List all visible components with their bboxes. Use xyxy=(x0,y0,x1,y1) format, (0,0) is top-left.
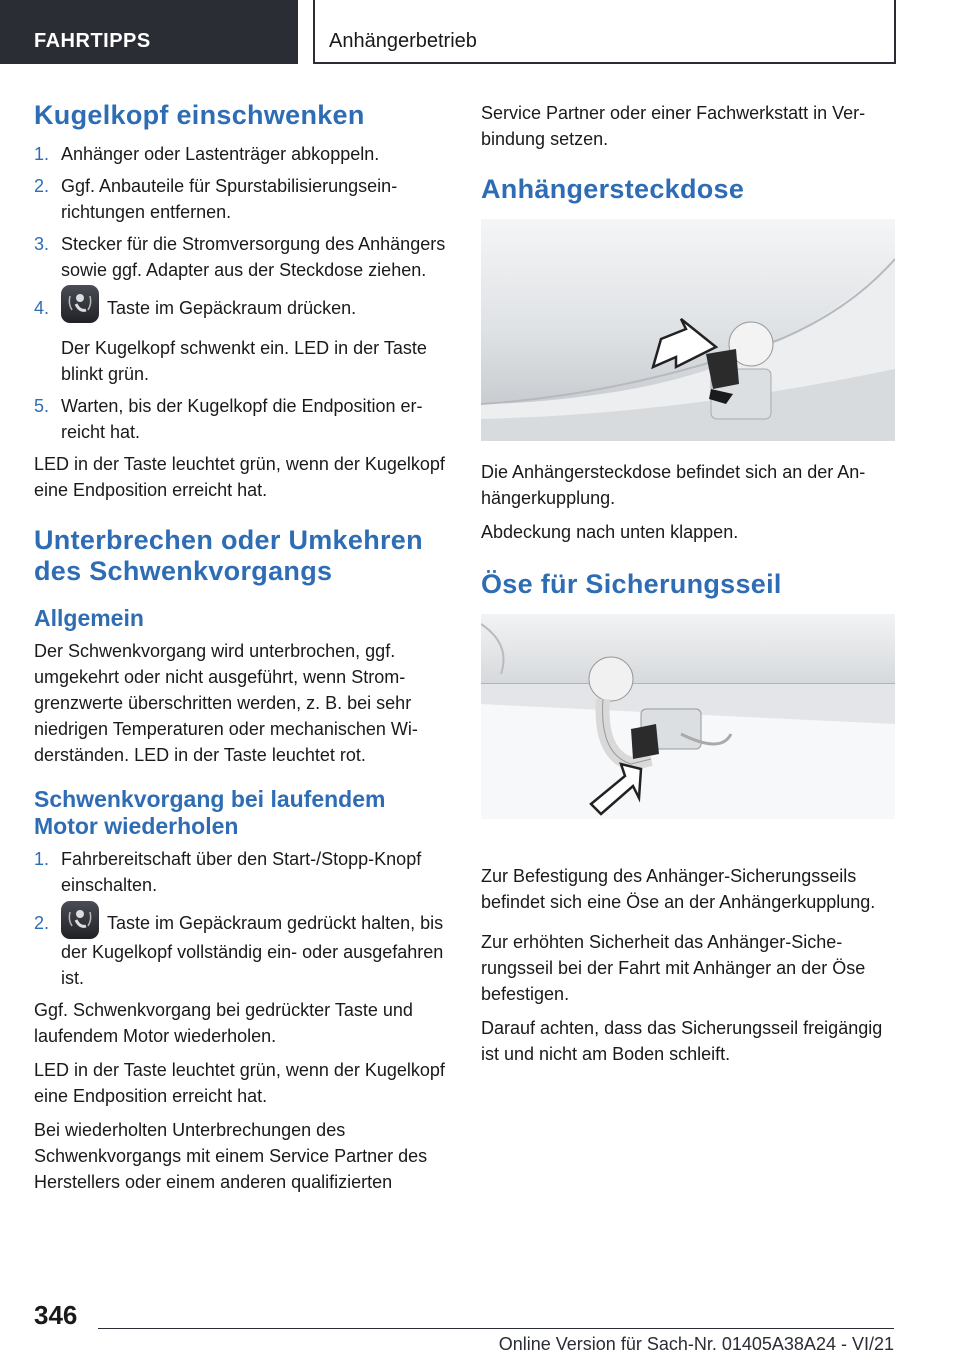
list-item: 2. Ggf. Anbauteile für Spurstabilisierungseinrichtungen entfernen. xyxy=(34,176,398,222)
paragraph: Abdeckung nach unten klappen. xyxy=(481,522,739,542)
list-item: 3. Stecker für die Stromversorgung des Anhängers sowie ggf. Adapter aus der Steckdose ziehen. xyxy=(34,234,446,280)
steps-swing-in xyxy=(34,141,448,445)
paragraph: Der Schwenkvorgang wird unterbrochen, ggf. umgekehrt oder nicht ausgeführt, wenn Stromgrenzwerte überschritten werden, z. B. bei sehr niedrigen Temperaturen oder mechanischen Widerständen. LED in der Taste leuchtet rot. xyxy=(34,641,418,766)
paragraph: LED in der Taste leuchtet grün, wenn der Kugelkopf eine Endposition erreicht hat. xyxy=(34,454,445,501)
paragraph: Zur Befestigung des Anhänger-Sicherungsseils befindet sich eine Öse an der Anhängerkupplung. xyxy=(481,866,876,912)
page-number: 346 xyxy=(34,1300,78,1330)
paragraph: Darauf achten, dass das Sicherungsseil freigängig ist und nicht am Boden schleift. xyxy=(481,1018,883,1064)
list-item: 1. Fahrbereitschaft über den Start-/Stopp-Knopf einschalten. xyxy=(34,849,422,896)
heading-eye: Öse für Sicherungsseil xyxy=(481,569,782,599)
heading-repeat: Schwenkvorgang bei laufendem Motor wiederholen xyxy=(34,786,386,840)
safety-eye-illustration xyxy=(481,614,895,819)
header-section: FAHRTIPPS xyxy=(0,0,298,64)
list-item: 4. Taste im Gepäckraum drücken. Der Kugelkopf schwenkt ein. LED in der Taste blinkt grün. xyxy=(34,289,448,387)
paragraph: Service Partner oder einer Fachwerkstatt in Verbindung setzen. xyxy=(481,103,866,149)
tow-hitch-button-icon xyxy=(61,901,99,939)
list-item: 2. Taste im Gepäckraum gedrückt halten, bis der Kugelkopf vollständig ein- oder ausgefahren ist. xyxy=(34,904,448,990)
paragraph: LED in der Taste leuchtet grün, wenn der Kugelkopf eine Endposition erreicht hat. xyxy=(34,1059,445,1106)
heading-socket: Anhängersteckdose xyxy=(481,174,745,204)
footer-divider xyxy=(98,1328,894,1329)
paragraph: Ggf. Schwenkvorgang bei gedrückter Taste und laufendem Motor wiederholen. xyxy=(34,999,413,1046)
list-item: 1. Anhänger oder Lastenträger abkoppeln. xyxy=(34,144,380,164)
left-column xyxy=(34,100,448,1203)
heading-general: Allgemein xyxy=(34,605,144,632)
paragraph: Zur erhöhten Sicherheit das Anhänger-Sicherungsseil bei der Fahrt mit Anhänger an der Öse befestigen. xyxy=(481,932,866,1004)
footer-version: Online Version für Sach-Nr. 01405A38A24 - VI/21 xyxy=(498,1334,894,1354)
socket-illustration xyxy=(481,219,895,441)
right-column xyxy=(481,100,895,1075)
heading-swing-in: Kugelkopf einschwenken xyxy=(34,100,365,130)
list-item: 5. Warten, bis der Kugelkopf die Endposition erreicht hat. xyxy=(34,396,423,443)
paragraph: Die Anhängersteckdose befindet sich an der Anhängerkupplung. xyxy=(481,462,866,508)
paragraph: Bei wiederholten Unterbrechungen des Schwenkvorgangs mit einem Service Partner des Herstellers oder einem anderen qualifizierten xyxy=(34,1119,428,1192)
tow-hitch-button-icon xyxy=(61,285,99,323)
heading-interrupt: Unterbrechen oder Umkehren des Schwenkvorgangs xyxy=(34,525,423,587)
steps-repeat xyxy=(34,846,448,990)
header-chapter: Anhängerbetrieb xyxy=(313,0,896,64)
